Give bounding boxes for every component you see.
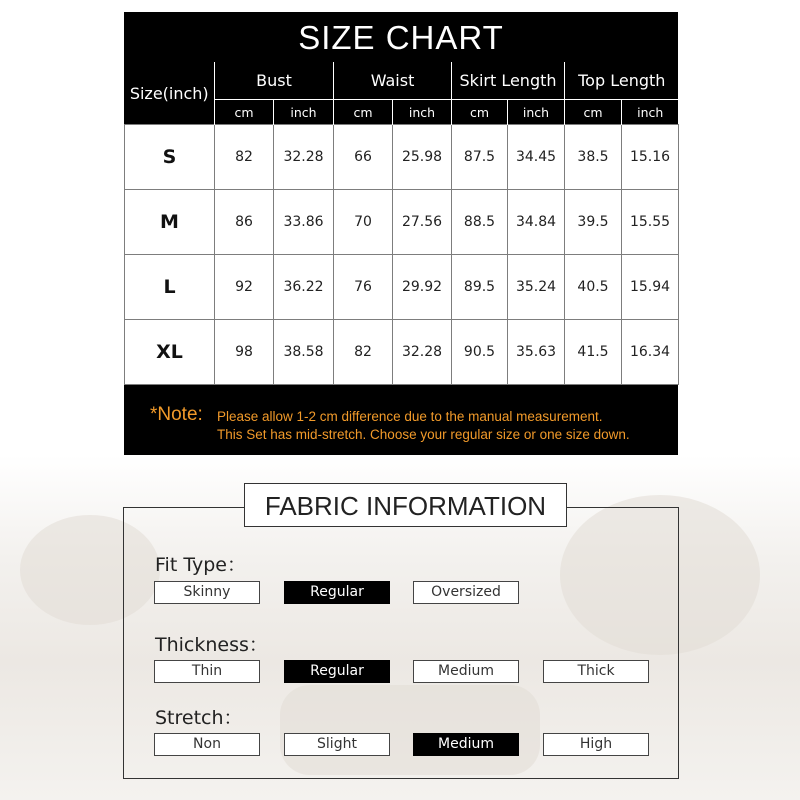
measurement-cell: 87.5: [452, 125, 508, 190]
size-chart-title: SIZE CHART: [298, 19, 504, 56]
measurement-cell: 15.94: [622, 255, 679, 320]
measurement-cell: 36.22: [274, 255, 334, 320]
measurement-cell: 41.5: [565, 320, 622, 385]
measurement-cell: 88.5: [452, 190, 508, 255]
measurement-cell: 39.5: [565, 190, 622, 255]
note-label: *Note:: [150, 404, 203, 425]
measurement-cell: 70: [334, 190, 393, 255]
measurement-cell: 89.5: [452, 255, 508, 320]
stretch-option-medium[interactable]: Medium: [413, 733, 519, 756]
measurement-cell: 16.34: [622, 320, 679, 385]
table-row: [125, 320, 679, 385]
thickness-option-medium[interactable]: Medium: [413, 660, 519, 683]
measurement-cell: 29.92: [393, 255, 452, 320]
unit-header: inch: [622, 100, 679, 125]
measurement-cell: 34.45: [508, 125, 565, 190]
measurement-cell: 33.86: [274, 190, 334, 255]
note-line: This Set has mid-stretch. Choose your regular size or one size down.: [217, 427, 630, 442]
thickness-option-regular[interactable]: Regular: [284, 660, 390, 683]
measurement-cell: 92: [215, 255, 274, 320]
measurement-cell: 82: [334, 320, 393, 385]
unit-header: inch: [508, 100, 565, 125]
measurement-cell: 90.5: [452, 320, 508, 385]
measurement-cell: 38.58: [274, 320, 334, 385]
waist-header: Waist: [334, 62, 452, 100]
measurement-cell: 35.24: [508, 255, 565, 320]
measurement-cell: 15.16: [622, 125, 679, 190]
stretch-option-high[interactable]: High: [543, 733, 649, 756]
measurement-cell: 40.5: [565, 255, 622, 320]
measurement-cell: 25.98: [393, 125, 452, 190]
top-length-header: Top Length: [565, 62, 679, 100]
size-label-cell: S: [125, 125, 215, 190]
size-table: [124, 62, 679, 385]
fit-type-option-skinny[interactable]: Skinny: [154, 581, 260, 604]
measurement-cell: 27.56: [393, 190, 452, 255]
table-row: [125, 255, 679, 320]
thickness-label: Thickness：: [155, 634, 268, 656]
table-row: [125, 125, 679, 190]
stretch-label: Stretch：: [155, 707, 243, 729]
note-line: Please allow 1-2 cm difference due to the manual measurement.: [217, 409, 603, 424]
fit-type-option-oversized[interactable]: Oversized: [413, 581, 519, 604]
fit-type-label: Fit Type：: [155, 554, 246, 576]
measurement-cell: 32.28: [274, 125, 334, 190]
measurement-cell: 38.5: [565, 125, 622, 190]
measurement-cell: 32.28: [393, 320, 452, 385]
size-label-cell: M: [125, 190, 215, 255]
size-label-cell: L: [125, 255, 215, 320]
thickness-option-thick[interactable]: Thick: [543, 660, 649, 683]
thickness-option-thin[interactable]: Thin: [154, 660, 260, 683]
unit-header: inch: [393, 100, 452, 125]
note-section: [124, 402, 678, 455]
unit-header: cm: [215, 100, 274, 125]
size-column-header: Size(inch): [129, 83, 209, 103]
fit-type-option-regular[interactable]: Regular: [284, 581, 390, 604]
measurement-cell: 76: [334, 255, 393, 320]
measurement-cell: 98: [215, 320, 274, 385]
unit-header: cm: [452, 100, 508, 125]
measurement-cell: 15.55: [622, 190, 679, 255]
unit-header: inch: [274, 100, 334, 125]
fabric-info-title: FABRIC INFORMATION: [244, 483, 567, 527]
size-chart: [124, 12, 678, 455]
unit-header: cm: [565, 100, 622, 125]
stretch-option-slight[interactable]: Slight: [284, 733, 390, 756]
stretch-option-non[interactable]: Non: [154, 733, 260, 756]
measurement-cell: 34.84: [508, 190, 565, 255]
table-row: [125, 190, 679, 255]
bust-header: Bust: [215, 62, 334, 100]
measurement-cell: 86: [215, 190, 274, 255]
measurement-cell: 82: [215, 125, 274, 190]
unit-header: cm: [334, 100, 393, 125]
measurement-cell: 66: [334, 125, 393, 190]
measurement-cell: 35.63: [508, 320, 565, 385]
size-label-cell: XL: [125, 320, 215, 385]
skirt-length-header: Skirt Length: [452, 62, 565, 100]
